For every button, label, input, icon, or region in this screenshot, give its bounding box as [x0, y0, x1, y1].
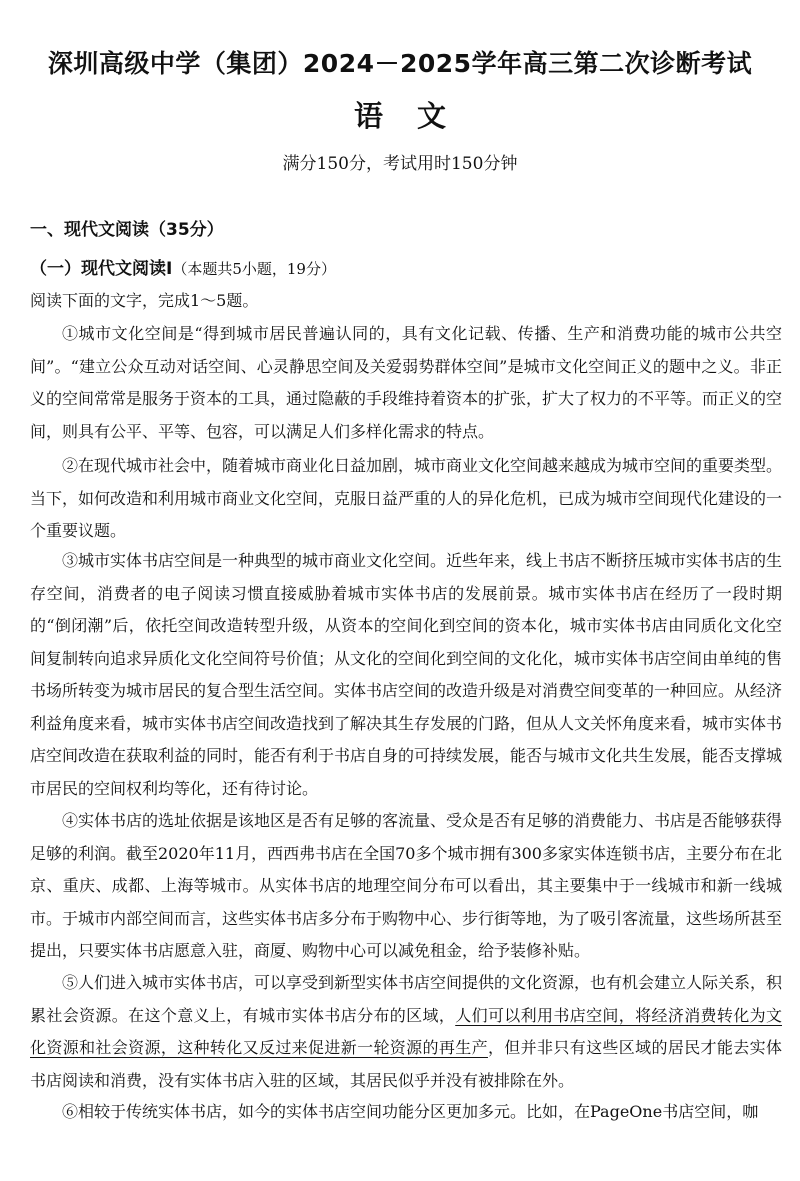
exam-title: 深圳高级中学（集团）2024－2025学年高三第二次诊断考试 — [47, 49, 753, 78]
paragraph-4: ④实体书店的选址依据是该地区是否有足够的客流量、受众是否有足够的消费能力、书店是否能够获得足够的利润。截至2020年11月，西西弗书店在全国70多个城市拥有300多家实体连锁书店，主要分布在北京、重庆、成都、上海等城市。从实体书店的地理空间分布可以看出，其主要集中于一线城市和新一线城市。于城市内部空间而言，这些实体书店多分布于购物中心、步行街等地，为了吸引客流量，这些场所甚至提出，只要实体书店愿意入驻，商厦、购物中心可以减免租金，给予装修补贴。 — [30, 811, 783, 960]
subsection-heading — [30, 254, 336, 279]
subsection-title: （一）现代文阅读Ⅰ — [30, 259, 173, 279]
exam-meta: 满分150分，考试用时150分钟 — [282, 154, 518, 174]
subsection-note: （本题共5小题，19分） — [172, 260, 336, 278]
paragraph-1: ①城市文化空间是“得到城市居民普遍认同的，具有文化记载、传播、生产和消费功能的城市公共空间”。“建立公众互动对话空间、心灵静思空间及关爱弱势群体空间”是城市文化空间正义的题中之义。非正义的空间常常是服务于资本的工具，通过隐蔽的手段维持着资本的扩张，扩大了权力的不平等。而正义的空间，则具有公平、平等、包容，可以满足人们多样化需求的特点。 — [30, 324, 783, 441]
paragraph-3: ③城市实体书店空间是一种典型的城市商业文化空间。近些年来，线上书店不断挤压城市实体书店的生存空间，消费者的电子阅读习惯直接威胁着城市实体书店的发展前景。城市实体书店在经历了一段时期的“倒闭潮”后，依托空间改造转型升级，从资本的空间化到空间的资本化，城市实体书店由同质化文化空间复制转向追求异质化文化空间符号价值；从文化的空间化到空间的文化化，城市实体书店空间由单纯的售书场所转变为城市居民的复合型生活空间。实体书店空间的改造升级是对消费空间变革的一种回应。从经济利益角度来看，城市实体书店空间改造找到了解决其生存发展的门路，但从人文关怀角度来看，城市实体书店空间改造在获取利益的同时，能否有利于书店自身的可持续发展，能否与城市文化共生发展，能否支撑城市居民的空间权利均等化，还有待讨论。 — [30, 551, 783, 798]
paragraph-5-tail: ，但并非只有这些区域的居民才能去实体书店阅读和消费，没有实体书店入驻的区域，其居民似乎并没有被排除在外。 — [30, 1038, 782, 1090]
paragraph-2: ②在现代城市社会中，随着城市商业化日益加剧，城市商业文化空间越来越成为城市空间的重要类型。当下，如何改造和利用城市商业文化空间，克服日益严重的人的异化危机，已成为城市空间现代化建设的一个重要议题。 — [30, 456, 783, 540]
subject-title: 语文 — [353, 99, 480, 133]
underlined-sentence: 人们可以利用书店空间，将经济消费转化为文化资源和社会资源，这种转化又反过来促进新一轮资源的再生产 — [30, 1005, 782, 1057]
paragraph-6: ⑥相较于传统实体书店，如今的实体书店空间功能分区更加多元。比如，在PageOne书店空间，咖 — [62, 1102, 759, 1121]
paragraph-5 — [30, 967, 782, 1097]
reading-instruction: 阅读下面的文字，完成1～5题。 — [30, 291, 259, 310]
section-heading: 一、现代文阅读（35分） — [30, 220, 224, 240]
paragraph-5-lead: ⑤人们进入城市实体书店，可以享受到新型实体书店空间提供的文化资源，也有机会建立人际关系，积累社会资源。在这个意义上，有城市实体书店分布的区域， — [30, 973, 783, 1025]
